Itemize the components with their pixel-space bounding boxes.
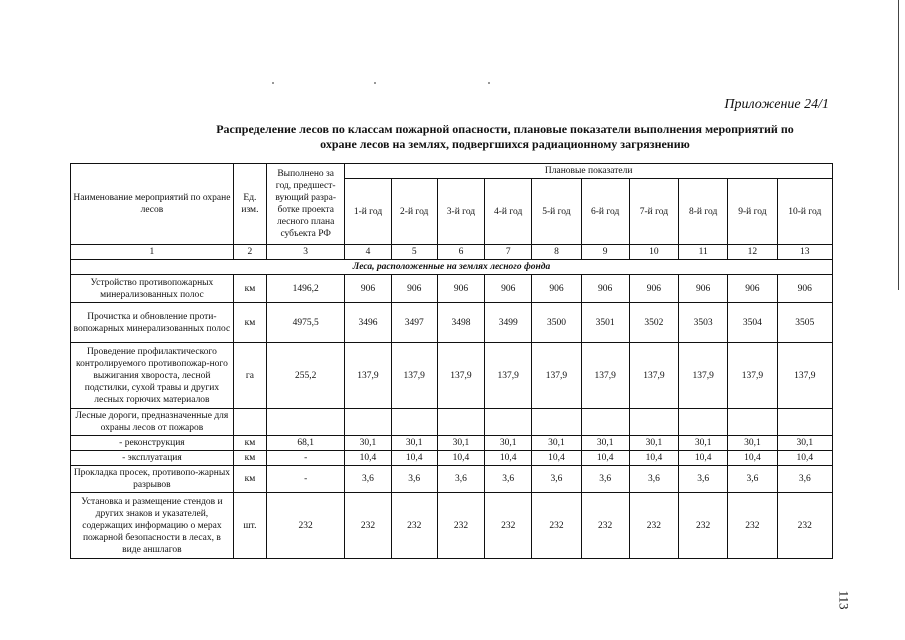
column-number: 2	[233, 245, 266, 260]
plan-value: 30,1	[532, 436, 581, 451]
scan-speck	[374, 82, 376, 84]
table-row	[71, 451, 833, 466]
measure-unit: шт.	[233, 493, 266, 559]
plan-value: 3504	[728, 303, 777, 343]
plan-value: 232	[629, 493, 678, 559]
scan-speck	[272, 82, 274, 84]
plan-value: 30,1	[437, 436, 484, 451]
plan-value: 10,4	[485, 451, 532, 466]
plan-value: 3,6	[391, 466, 437, 493]
done-last-year	[266, 409, 344, 436]
plan-value: 906	[532, 275, 581, 303]
plan-value: 232	[345, 493, 391, 559]
plan-value: 137,9	[728, 343, 777, 409]
done-last-year: -	[266, 451, 344, 466]
plan-value: 3,6	[629, 466, 678, 493]
plan-value: 3,6	[679, 466, 728, 493]
plan-value: 10,4	[345, 451, 391, 466]
plan-value: 10,4	[679, 451, 728, 466]
column-number: 6	[437, 245, 484, 260]
measure-name: Прочистка и обновление проти-вопожарных минерализованных полос	[71, 303, 234, 343]
plan-value: 906	[437, 275, 484, 303]
done-last-year: -	[266, 466, 344, 493]
plan-value	[777, 409, 832, 436]
table-row	[71, 436, 833, 451]
plan-value	[679, 409, 728, 436]
plan-value: 30,1	[777, 436, 832, 451]
plan-value: 137,9	[485, 343, 532, 409]
plan-value: 10,4	[777, 451, 832, 466]
header-name: Наименование мероприятий по охране лесов	[71, 164, 234, 245]
plan-value: 232	[532, 493, 581, 559]
plan-value: 232	[728, 493, 777, 559]
plan-value: 3501	[581, 303, 629, 343]
column-number: 13	[777, 245, 832, 260]
plan-value: 137,9	[532, 343, 581, 409]
plan-value: 10,4	[581, 451, 629, 466]
plan-value: 3,6	[485, 466, 532, 493]
plan-value: 906	[679, 275, 728, 303]
plan-value: 906	[485, 275, 532, 303]
plan-value: 137,9	[777, 343, 832, 409]
plan-value: 30,1	[485, 436, 532, 451]
measure-unit: км	[233, 436, 266, 451]
header-done-last-year: Выполнено за год, предшест-вующий разра-ботке проекта лесного плана субъекта РФ	[266, 164, 344, 245]
plan-value: 906	[728, 275, 777, 303]
measure-name: - эксплуатация	[71, 451, 234, 466]
title-line-1: Распределение лесов по классам пожарной опасности, плановые показатели выполнения мероприятий по	[216, 122, 794, 136]
measure-name: Проведение профилактического контролируемого противопожар-ного выжигания хвороста, лесной подстилки, сухой травы и других лесных горючих материалов	[71, 343, 234, 409]
header-year: 3-й год	[437, 179, 484, 245]
column-number: 10	[629, 245, 678, 260]
plan-value: 3,6	[532, 466, 581, 493]
plan-value: 30,1	[581, 436, 629, 451]
done-last-year: 232	[266, 493, 344, 559]
table-row	[71, 303, 833, 343]
plan-value: 906	[345, 275, 391, 303]
done-last-year: 68,1	[266, 436, 344, 451]
plan-value: 3503	[679, 303, 728, 343]
plan-value	[532, 409, 581, 436]
plan-value: 30,1	[629, 436, 678, 451]
header-unit: Ед. изм.	[233, 164, 266, 245]
header-year: 7-й год	[629, 179, 678, 245]
document-title	[180, 122, 830, 152]
table-row	[71, 409, 833, 436]
column-number: 4	[345, 245, 391, 260]
plan-value: 10,4	[728, 451, 777, 466]
measure-name: Лесные дороги, предназначенные для охраны лесов от пожаров	[71, 409, 234, 436]
plan-value: 232	[679, 493, 728, 559]
plan-value	[485, 409, 532, 436]
appendix-label: Приложение 24/1	[724, 97, 829, 112]
column-number: 1	[71, 245, 234, 260]
plan-value: 3502	[629, 303, 678, 343]
header-year: 1-й год	[345, 179, 391, 245]
done-last-year: 1496,2	[266, 275, 344, 303]
column-number: 8	[532, 245, 581, 260]
plan-value	[629, 409, 678, 436]
plan-value	[581, 409, 629, 436]
plan-value: 3,6	[728, 466, 777, 493]
forest-measures-table	[70, 163, 833, 559]
measure-name: Устройство противопожарных минерализованных полос	[71, 275, 234, 303]
measure-unit: км	[233, 451, 266, 466]
done-last-year: 4975,5	[266, 303, 344, 343]
measure-unit: км	[233, 303, 266, 343]
header-year: 6-й год	[581, 179, 629, 245]
column-number: 11	[679, 245, 728, 260]
plan-value: 30,1	[728, 436, 777, 451]
measure-unit	[233, 409, 266, 436]
plan-value: 137,9	[345, 343, 391, 409]
title-line-2: охране лесов на землях, подвергшихся радиационному загрязнению	[320, 137, 690, 151]
header-year: 4-й год	[485, 179, 532, 245]
plan-value: 10,4	[437, 451, 484, 466]
plan-value: 3,6	[345, 466, 391, 493]
plan-value: 3500	[532, 303, 581, 343]
page-number: 113	[836, 590, 852, 610]
measure-unit: км	[233, 466, 266, 493]
plan-value: 10,4	[629, 451, 678, 466]
plan-value: 3,6	[777, 466, 832, 493]
header-plan-indicators: Плановые показатели	[345, 164, 833, 179]
header-row-plan	[71, 164, 833, 179]
header-year: 2-й год	[391, 179, 437, 245]
plan-value: 906	[581, 275, 629, 303]
table-row	[71, 275, 833, 303]
column-number: 7	[485, 245, 532, 260]
plan-value: 3499	[485, 303, 532, 343]
table-row	[71, 343, 833, 409]
plan-value: 137,9	[391, 343, 437, 409]
plan-value: 137,9	[679, 343, 728, 409]
table-row	[71, 466, 833, 493]
header-year: 10-й год	[777, 179, 832, 245]
measure-unit: га	[233, 343, 266, 409]
plan-value: 232	[437, 493, 484, 559]
column-number: 12	[728, 245, 777, 260]
plan-value: 906	[629, 275, 678, 303]
table-row	[71, 493, 833, 559]
measure-unit: км	[233, 275, 266, 303]
plan-value: 3,6	[437, 466, 484, 493]
plan-value	[391, 409, 437, 436]
plan-value: 137,9	[581, 343, 629, 409]
plan-value	[437, 409, 484, 436]
column-number: 9	[581, 245, 629, 260]
plan-value: 137,9	[437, 343, 484, 409]
column-number: 3	[266, 245, 344, 260]
section-title: Леса, расположенные на землях лесного фонда	[71, 260, 833, 275]
plan-value	[345, 409, 391, 436]
scan-speck	[488, 82, 490, 84]
column-number: 5	[391, 245, 437, 260]
plan-value: 3505	[777, 303, 832, 343]
column-numbers-row	[71, 245, 833, 260]
header-year: 8-й год	[679, 179, 728, 245]
section-row	[71, 260, 833, 275]
plan-value: 10,4	[391, 451, 437, 466]
header-year: 5-й год	[532, 179, 581, 245]
plan-value: 3497	[391, 303, 437, 343]
plan-value: 232	[581, 493, 629, 559]
plan-value: 906	[391, 275, 437, 303]
plan-value: 3498	[437, 303, 484, 343]
done-last-year: 255,2	[266, 343, 344, 409]
plan-value: 3,6	[581, 466, 629, 493]
measure-name: - реконструкция	[71, 436, 234, 451]
plan-value	[728, 409, 777, 436]
page-edge-line	[898, 0, 899, 290]
plan-value: 232	[391, 493, 437, 559]
plan-value: 232	[777, 493, 832, 559]
plan-value: 30,1	[391, 436, 437, 451]
plan-value: 232	[485, 493, 532, 559]
plan-value: 30,1	[679, 436, 728, 451]
plan-value: 3496	[345, 303, 391, 343]
plan-value: 30,1	[345, 436, 391, 451]
plan-value: 137,9	[629, 343, 678, 409]
plan-value: 906	[777, 275, 832, 303]
measure-name: Установка и размещение стендов и других знаков и указателей, содержащих информацию о мерах пожарной безопасности в лесах, в виде аншлагов	[71, 493, 234, 559]
measure-name: Прокладка просек, противопо-жарных разрывов	[71, 466, 234, 493]
plan-value: 10,4	[532, 451, 581, 466]
header-year: 9-й год	[728, 179, 777, 245]
